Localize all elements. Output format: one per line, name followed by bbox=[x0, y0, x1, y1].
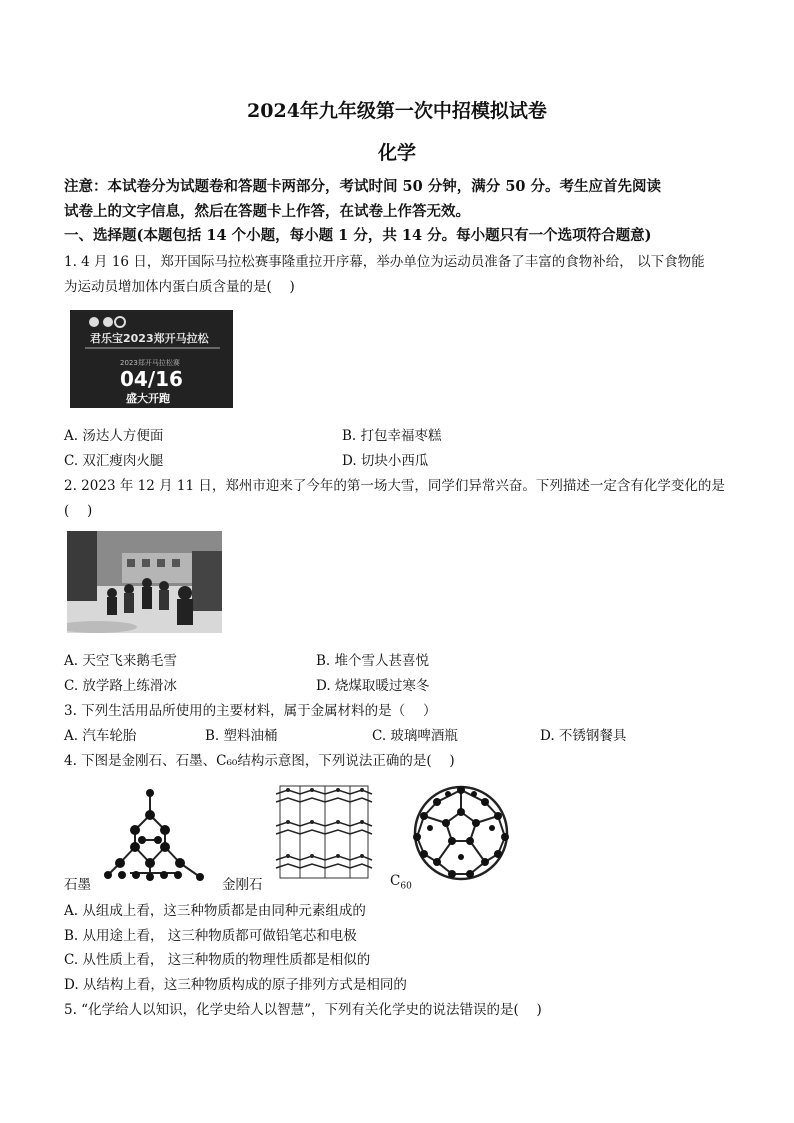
q2-option-c: C. 放学路上练滑冰 bbox=[64, 678, 177, 694]
q4-option-b: B. 从用途上看， 这三种物质都可做铅笔芯和电极 bbox=[64, 928, 357, 944]
marathon-slogan: 盛大开跑 bbox=[126, 392, 170, 405]
figure-label-c60 bbox=[390, 873, 412, 892]
exam-title: 2024年九年级第一次中招模拟试卷 bbox=[247, 100, 547, 122]
q3-option-a: A. 汽车轮胎 bbox=[64, 728, 137, 744]
q1-stem-line-1: 1. 4 月 16 日，郑开国际马拉松赛事隆重拉开序幕，举办单位为运动员准备了丰富的食物补给， 以下食物能 bbox=[64, 254, 705, 270]
q1-stem-line-2: 为运动员增加体内蛋白质含量的是( ) bbox=[64, 279, 295, 295]
q1-option-d: D. 切块小西瓜 bbox=[342, 453, 429, 469]
q2-option-a: A. 天空飞来鹅毛雪 bbox=[64, 653, 177, 669]
q4-option-d: D. 从结构上看，这三种物质构成的原子排列方式是相同的 bbox=[64, 977, 407, 993]
q2-stem-line-1: 2. 2023 年 12 月 11 日，郑州市迎来了今年的第一场大雪，同学们异常兴奋。下列描述一定含有化学变化的是 bbox=[64, 478, 725, 494]
figure-label-diamond: 金刚石 bbox=[222, 877, 263, 893]
q3-stem: 3. 下列生活用品所使用的主要材料，属于金属材料的是（ ） bbox=[64, 703, 437, 719]
q2-option-d: D. 烧煤取暖过寒冬 bbox=[316, 678, 430, 694]
q3-option-b: B. 塑料油桶 bbox=[205, 728, 278, 744]
notice-line-2: 试卷上的文字信息，然后在答题卡上作答，在试卷上作答无效。 bbox=[64, 203, 470, 220]
q2-stem-line-2: ( ) bbox=[64, 503, 93, 519]
q1-option-b: B. 打包幸福枣糕 bbox=[342, 428, 442, 444]
q4-option-c: C. 从性质上看， 这三种物质的物理性质都是相似的 bbox=[64, 952, 371, 968]
q1-option-a: A. 汤达人方便面 bbox=[64, 428, 164, 444]
figure-label-c60-subscript: 60 bbox=[400, 881, 412, 892]
marathon-photo-graphic bbox=[70, 310, 233, 408]
figure-label-graphite: 石墨 bbox=[64, 877, 91, 893]
notice-line-1: 注意：本试卷分为试题卷和答题卡两部分，考试时间 50 分钟，满分 50 分。考生应首先阅读 bbox=[64, 178, 662, 195]
q5-stem: 5. “化学给人以知识，化学史给人以智慧”，下列有关化学史的说法错误的是( ) bbox=[64, 1002, 542, 1018]
marathon-sub: 2023郑开马拉松赛 bbox=[120, 359, 180, 367]
subject-title: 化学 bbox=[377, 142, 416, 164]
q4-option-a: A. 从组成上看，这三种物质都是由同种元素组成的 bbox=[64, 903, 366, 919]
layered-structure-figure bbox=[270, 782, 378, 884]
q1-option-c: C. 双汇瘦肉火腿 bbox=[64, 453, 164, 469]
section-heading: 一、选择题(本题包括 14 个小题，每小题 1 分，共 14 分。每小题只有一个选项符合题意) bbox=[64, 227, 652, 244]
q4-stem: 4. 下图是金刚石、石墨、C₆₀结构示意图，下列说法正确的是( ) bbox=[64, 753, 455, 769]
snow-photo-graphic bbox=[67, 531, 222, 633]
c60-structure-figure bbox=[410, 782, 512, 884]
marathon-banner: 君乐宝2023郑开马拉松 bbox=[90, 332, 209, 345]
marathon-date: 04/16 bbox=[120, 367, 183, 391]
diamond-structure-figure bbox=[100, 785, 212, 885]
marathon-photo bbox=[70, 310, 233, 408]
q2-option-b: B. 堆个雪人甚喜悦 bbox=[316, 653, 430, 669]
q3-option-d: D. 不锈钢餐具 bbox=[540, 728, 627, 744]
snow-photo bbox=[67, 531, 222, 633]
figure-label-c60-letter: C bbox=[390, 873, 401, 889]
q3-option-c: C. 玻璃啤酒瓶 bbox=[372, 728, 458, 744]
